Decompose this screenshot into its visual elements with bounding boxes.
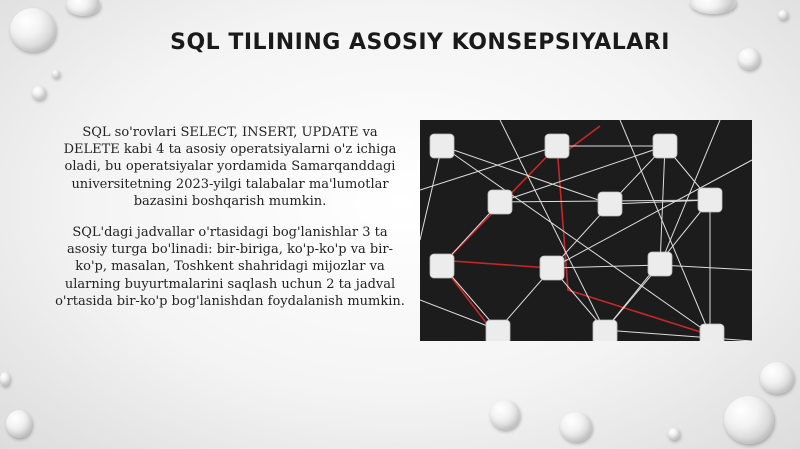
water-drop-decoration: [66, 0, 100, 16]
pin: [430, 134, 454, 158]
pin: [698, 188, 722, 212]
water-drop-decoration: [52, 70, 60, 78]
water-drop-decoration: [560, 412, 592, 442]
pin: [545, 134, 569, 158]
pin: [488, 190, 512, 214]
pin: [653, 134, 677, 158]
water-drop-decoration: [778, 10, 788, 20]
pin: [648, 252, 672, 276]
water-drop-decoration: [760, 362, 794, 394]
water-drop-decoration: [738, 48, 760, 70]
water-drop-decoration: [668, 428, 680, 440]
pin: [430, 254, 454, 278]
slide-title: SQL TILINING ASOSIY KONSEPSIYALARI: [170, 30, 670, 55]
paragraph-relationships: SQL'dagi jadvallar o'rtasidagi bog'lanishlar 3 ta asosiy turga bo'linadi: bir-biriga, ko'p-ko'p va bir-ko'p, masalan, Toshkent shahridagi mijozlar va ularning buyurtmalarini saqlash uchun 2 ta jadval o'rtasida bir-ko'p bog'lanishdan foydalanish mumkin.: [55, 225, 405, 309]
water-drop-decoration: [690, 0, 736, 14]
pin: [593, 320, 617, 341]
water-drop-decoration: [490, 400, 520, 430]
paragraph-operations: SQL so'rovlari SELECT, INSERT, UPDATE va DELETE kabi 4 ta asosiy operatsiyalarni o'z ichiga oladi, bu operatsiyalar yordamida Samarqanddagi universitetning 2023-yilgi talabalar ma'lumotlar bazasini boshqarish mumkin.: [63, 125, 397, 209]
body-text: [54, 124, 406, 324]
water-drop-decoration: [10, 8, 56, 52]
water-drop-decoration: [6, 410, 32, 438]
water-drop-decoration: [0, 372, 10, 386]
pin: [598, 192, 622, 216]
network-threads-illustration: [420, 120, 752, 341]
pin: [486, 320, 510, 341]
water-drop-decoration: [32, 86, 46, 100]
pin: [540, 256, 564, 280]
pin: [700, 324, 724, 341]
water-drop-decoration: [724, 396, 774, 444]
network-threads-image: [420, 120, 752, 341]
